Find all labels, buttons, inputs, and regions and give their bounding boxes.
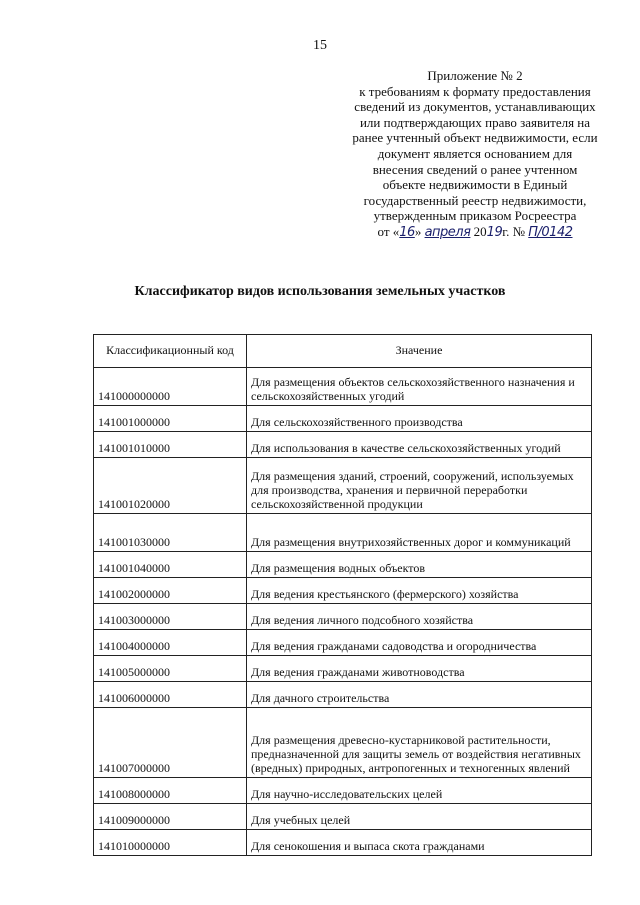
handwritten-order-number: П/0142: [528, 224, 573, 240]
value-cell: Для научно-исследовательских целей: [247, 778, 592, 804]
table-row: [94, 432, 592, 458]
code-cell: 141001020000: [94, 458, 247, 514]
code-cell: 141005000000: [94, 656, 247, 682]
value-cell: Для размещения внутрихозяйственных дорог и коммуникаций: [247, 514, 592, 552]
code-cell: 141008000000: [94, 778, 247, 804]
value-cell: Для размещения объектов сельскохозяйственного назначения и сельскохозяйственных угодий: [247, 368, 592, 406]
handwritten-day: 16: [399, 224, 415, 240]
table-row: [94, 578, 592, 604]
appendix-header: [340, 68, 610, 241]
appendix-line: утвержденным приказом Росреестра: [373, 208, 577, 224]
code-cell: 141006000000: [94, 682, 247, 708]
table-row: [94, 514, 592, 552]
table-row: [94, 804, 592, 830]
code-cell: 141010000000: [94, 830, 247, 856]
document-title: Классификатор видов использования земельных участков: [134, 284, 506, 299]
code-cell: 141000000000: [94, 368, 247, 406]
classifier-table: [93, 334, 592, 856]
value-cell: Для ведения гражданами животноводства: [247, 656, 592, 682]
value-cell: Для использования в качестве сельскохозяйственных угодий: [247, 432, 592, 458]
appendix-line: сведений из документов, устанавливающих: [354, 99, 596, 115]
value-cell: Для учебных целей: [247, 804, 592, 830]
year-unit: г. №: [502, 223, 525, 239]
value-cell: Для ведения личного подсобного хозяйства: [247, 604, 592, 630]
code-cell: 141001010000: [94, 432, 247, 458]
code-cell: 141001000000: [94, 406, 247, 432]
column-header-code: Классификационный код: [94, 335, 247, 368]
code-cell: 141002000000: [94, 578, 247, 604]
appendix-line: государственный реестр недвижимости,: [363, 192, 587, 208]
value-cell: Для сельскохозяйственного производства: [247, 406, 592, 432]
table-row: [94, 682, 592, 708]
appendix-line: ранее учтенный объект недвижимости, если: [352, 130, 598, 146]
appendix-line: Приложение № 2: [427, 68, 523, 83]
table-row: [94, 368, 592, 406]
appendix-line: или подтверждающих право заявителя на: [359, 114, 591, 130]
value-cell: Для ведения крестьянского (фермерского) хозяйства: [247, 578, 592, 604]
table-row: [94, 604, 592, 630]
order-date-line: [340, 224, 610, 241]
value-cell: Для размещения зданий, строений, сооружений, используемых для производства, хранения и первичной переработки сельскохозяйственной продукции: [247, 458, 592, 514]
table-row: [94, 458, 592, 514]
code-cell: 141001040000: [94, 552, 247, 578]
page-number: 15: [313, 38, 327, 53]
table-row: [94, 656, 592, 682]
value-cell: Для размещения водных объектов: [247, 552, 592, 578]
appendix-line: к требованиям к формату предоставления: [359, 83, 591, 99]
code-cell: 141007000000: [94, 708, 247, 778]
appendix-line: внесения сведений о ранее учтенном: [372, 161, 578, 177]
table-row: [94, 708, 592, 778]
table-row: [94, 630, 592, 656]
date-prefix: от «: [377, 223, 400, 239]
handwritten-month: апреля: [424, 224, 471, 240]
code-cell: 141004000000: [94, 630, 247, 656]
appendix-line: объекте недвижимости в Единый: [382, 177, 568, 193]
value-cell: Для дачного строительства: [247, 682, 592, 708]
code-cell: 141003000000: [94, 604, 247, 630]
table-row: [94, 552, 592, 578]
table-header-row: [94, 335, 592, 368]
table-row: [94, 406, 592, 432]
value-cell: Для ведения гражданами садоводства и огородничества: [247, 630, 592, 656]
table-row: [94, 830, 592, 856]
value-cell: Для размещения древесно-кустарниковой растительности, предназначенной для защиты земель от воздействия негативных (вредных) природных, антропогенных и техногенных явлений: [247, 708, 592, 778]
quote-close: »: [414, 223, 422, 239]
appendix-line: документ является основанием для: [377, 145, 573, 161]
value-cell: Для сенокошения и выпаса скота гражданами: [247, 830, 592, 856]
column-header-value: Значение: [247, 335, 592, 368]
table-row: [94, 778, 592, 804]
code-cell: 141001030000: [94, 514, 247, 552]
handwritten-year: 19: [486, 224, 503, 240]
year-prefix: 20: [473, 223, 487, 239]
code-cell: 141009000000: [94, 804, 247, 830]
